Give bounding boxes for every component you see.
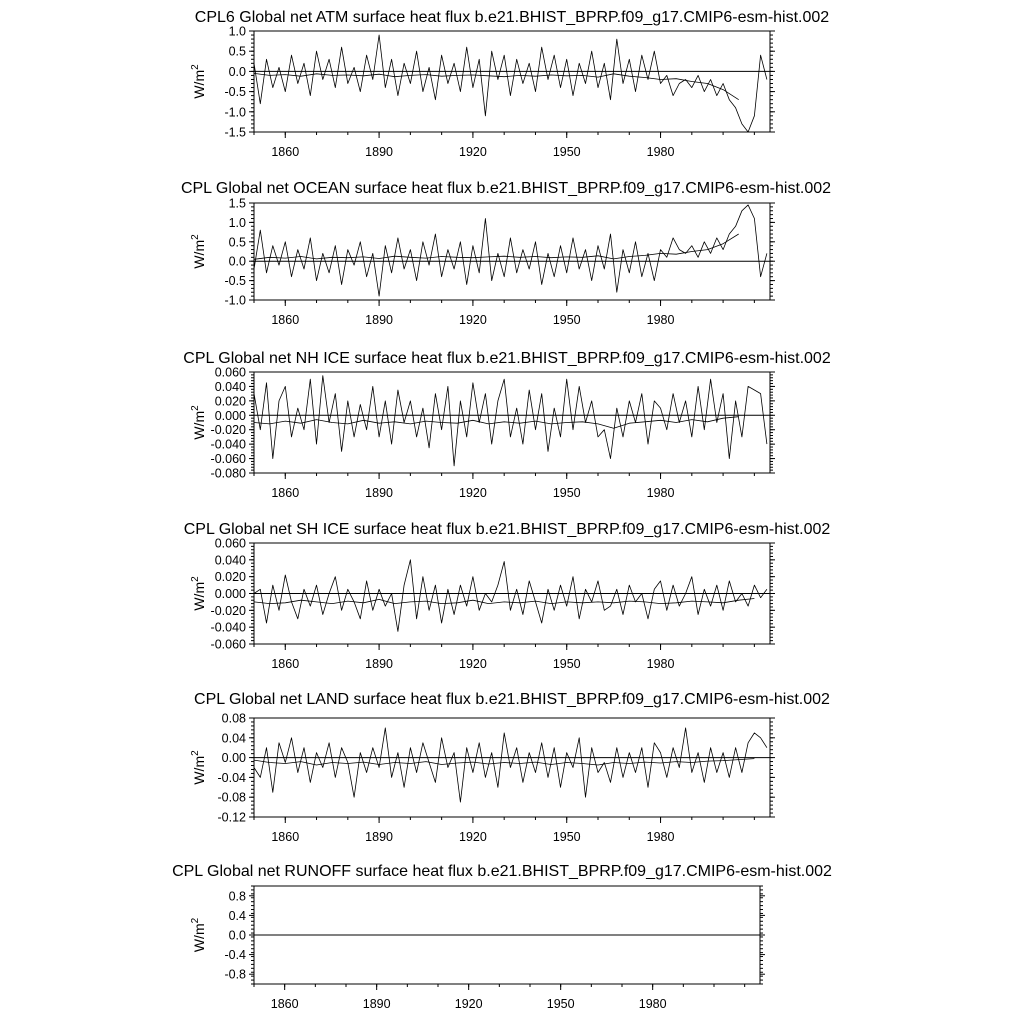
- y-tick-label: 0.040: [214, 379, 246, 394]
- y-tick-label: 0.0: [228, 254, 246, 269]
- x-tick-label: 1980: [638, 997, 667, 1011]
- y-tick-label: 0.060: [214, 536, 246, 551]
- x-tick-label: 1950: [552, 486, 581, 500]
- series-line-2: [254, 599, 754, 604]
- y-tick-label: -0.020: [210, 423, 246, 438]
- x-tick-label: 1920: [454, 997, 483, 1011]
- panel-2: [181, 180, 831, 327]
- chart-title: CPL Global net LAND surface heat flux b.e21.BHIST_BPRP.f09_g17.CMIP6-esm-hist.002: [194, 691, 830, 708]
- y-tick-label: 0.0: [228, 928, 246, 943]
- series-line-1: [254, 205, 767, 296]
- y-tick-label: -1.0: [224, 105, 246, 120]
- y-axis-label: $W/m^2$: [190, 405, 207, 440]
- y-tick-label: 0.5: [228, 235, 246, 250]
- y-tick-label: 0.5: [228, 44, 246, 59]
- x-tick-label: 1980: [646, 313, 675, 327]
- x-tick-label: 1890: [365, 313, 393, 327]
- x-tick-label: 1920: [459, 486, 487, 500]
- y-tick-label: -0.4: [224, 948, 246, 963]
- chart-title: CPL Global net SH ICE surface heat flux b.e21.BHIST_BPRP.f09_g17.CMIP6-esm-hist.002: [183, 521, 831, 538]
- x-tick-label: 1980: [646, 830, 675, 844]
- panel-6: [172, 863, 832, 1011]
- x-tick-label: 1890: [365, 145, 393, 159]
- x-tick-label: 1890: [365, 657, 393, 671]
- y-tick-label: -0.08: [217, 790, 246, 805]
- x-tick-label: 1920: [459, 657, 487, 671]
- y-axis-label: $W/m^2$: [190, 750, 207, 785]
- y-tick-label: 0.04: [221, 731, 246, 746]
- series-line-1: [254, 728, 767, 802]
- x-tick-label: 1920: [459, 145, 487, 159]
- series-line-2: [254, 759, 754, 765]
- y-tick-label: 0.00: [221, 751, 246, 766]
- y-tick-label: -1.0: [224, 293, 246, 308]
- x-tick-label: 1950: [552, 313, 581, 327]
- chart-title: CPL6 Global net ATM surface heat flux b.e21.BHIST_BPRP.f09_g17.CMIP6-esm-hist.002: [194, 9, 830, 26]
- chart-title: CPL Global net OCEAN surface heat flux b.e21.BHIST_BPRP.f09_g17.CMIP6-esm-hist.002: [180, 180, 832, 197]
- y-axis-label: $W/m^2$: [190, 576, 207, 611]
- y-axis-label: $W/m^2$: [190, 917, 207, 953]
- y-tick-label: -0.5: [224, 274, 246, 289]
- x-tick-label: 1890: [365, 830, 393, 844]
- y-tick-label: -0.060: [210, 452, 246, 467]
- series-line-1: [254, 376, 767, 466]
- y-tick-label: 0.020: [214, 570, 246, 585]
- series-line-1: [254, 560, 767, 632]
- plot-frame: [254, 718, 770, 817]
- y-tick-label: 0.0: [228, 64, 246, 79]
- chart-title: CPL Global net RUNOFF surface heat flux b.e21.BHIST_BPRP.f09_g17.CMIP6-esm-hist.002: [172, 863, 832, 880]
- y-tick-label: -0.8: [224, 967, 246, 982]
- y-tick-label: -0.040: [210, 620, 246, 635]
- y-tick-label: -0.020: [210, 603, 246, 618]
- y-tick-label: 0.4: [228, 908, 246, 923]
- x-tick-label: 1980: [646, 145, 675, 159]
- x-tick-label: 1890: [365, 486, 393, 500]
- x-tick-label: 1950: [546, 997, 575, 1011]
- panel-4: [184, 521, 831, 671]
- x-tick-label: 1890: [362, 997, 391, 1011]
- y-tick-label: -0.040: [210, 437, 246, 452]
- y-tick-label: -0.060: [210, 637, 246, 652]
- y-tick-label: 0.000: [214, 408, 246, 423]
- x-tick-label: 1950: [552, 145, 581, 159]
- y-tick-label: 1.5: [228, 196, 246, 211]
- panel-1: [190, 9, 829, 159]
- y-tick-label: 1.0: [228, 215, 246, 230]
- y-tick-label: -1.5: [224, 125, 246, 140]
- y-axis-label: $W/m^2$: [190, 64, 207, 99]
- y-tick-label: 0.08: [221, 711, 246, 726]
- y-tick-label: 1.0: [228, 24, 246, 39]
- x-tick-label: 1860: [271, 313, 300, 327]
- x-tick-label: 1860: [271, 145, 300, 159]
- x-tick-label: 1950: [552, 657, 581, 671]
- y-tick-label: 0.020: [214, 394, 246, 409]
- x-tick-label: 1950: [552, 830, 581, 844]
- panel-3: [183, 350, 831, 500]
- y-tick-label: -0.12: [217, 810, 246, 825]
- y-tick-label: 0.060: [214, 365, 246, 380]
- series-line-2: [254, 234, 739, 259]
- series-line-1: [254, 35, 767, 132]
- y-tick-label: 0.8: [228, 889, 246, 904]
- y-tick-label: -0.04: [217, 770, 246, 785]
- x-tick-label: 1860: [270, 997, 299, 1011]
- x-tick-label: 1860: [271, 486, 300, 500]
- y-tick-label: 0.040: [214, 553, 246, 568]
- series-line-2: [254, 73, 739, 99]
- x-tick-label: 1920: [459, 830, 487, 844]
- x-tick-label: 1980: [646, 486, 675, 500]
- x-tick-label: 1920: [459, 313, 487, 327]
- x-tick-label: 1860: [271, 657, 300, 671]
- y-tick-label: 0.000: [214, 587, 246, 601]
- chart-title: CPL Global net NH ICE surface heat flux b.e21.BHIST_BPRP.f09_g17.CMIP6-esm-hist.002: [183, 350, 831, 367]
- x-tick-label: 1980: [646, 657, 675, 671]
- panel-5: [190, 691, 830, 844]
- x-tick-label: 1860: [271, 830, 300, 844]
- y-tick-label: -0.5: [224, 85, 246, 100]
- y-axis-label: $W/m^2$: [190, 234, 207, 269]
- y-tick-label: -0.080: [210, 466, 246, 481]
